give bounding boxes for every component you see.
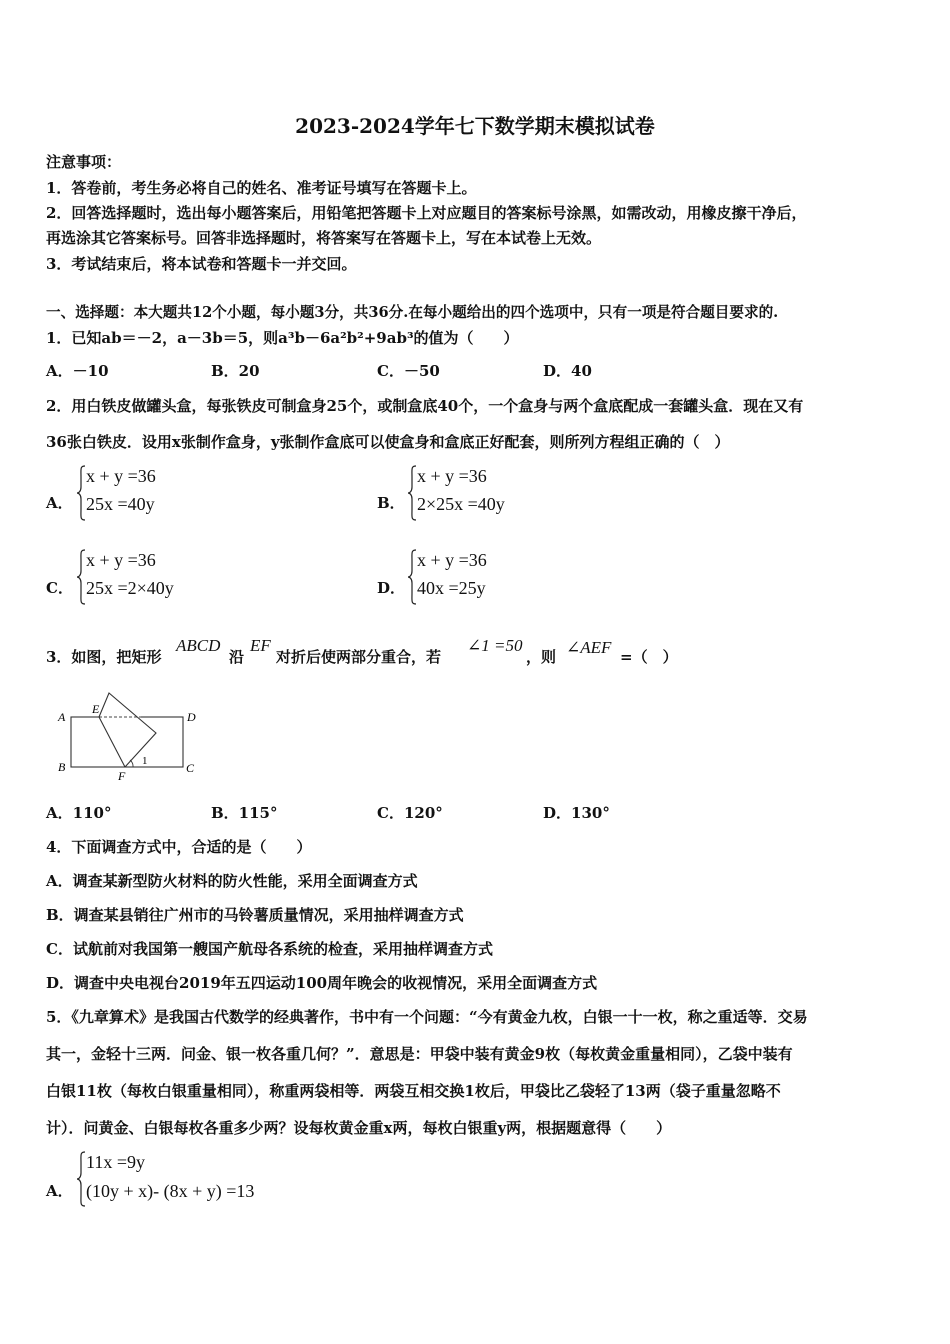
q2-option-a-label: A． xyxy=(46,494,73,512)
notice-item-3: 3．考试结束后，将本试卷和答题卡一并交回。 xyxy=(46,255,357,273)
left-brace-icon xyxy=(76,549,86,605)
q3-angle2: ∠AEF xyxy=(566,638,612,657)
page-title: 2023-2024学年七下数学期末模拟试卷 xyxy=(295,114,655,138)
q3-figure xyxy=(54,690,214,780)
q2-option-c-label: C． xyxy=(46,579,73,597)
left-brace-icon xyxy=(407,549,417,605)
q5-option-a-system xyxy=(76,1151,336,1207)
q2-stem-line1: 2．用白铁皮做罐头盒，每张铁皮可制盒身25个，或制盒底40个，一个盒身与两个盒底配成一套罐头盒．现在又有 xyxy=(46,397,804,415)
notice-item-2b: 再选涂其它答案标号。回答非选择题时，将答案写在答题卡上，写在本试卷上无效。 xyxy=(46,229,602,247)
q1-option-c: C．－50 xyxy=(377,362,440,380)
q2-option-c-system xyxy=(76,549,276,605)
q3-stem-e: =（ ） xyxy=(620,648,678,666)
q5-stem-line2: 其一，金轻十三两．问金、银一枚各重几何？”．意思是：甲袋中装有黄金9枚（每枚黄金重量相同），乙袋中装有 xyxy=(46,1045,793,1063)
fold-line-ef xyxy=(99,717,125,767)
q4-option-c: C．试航前对我国第一艘国产航母各系统的检查，采用抽样调查方式 xyxy=(46,940,493,958)
q2-c-eq1: x + y =36 xyxy=(86,550,156,570)
q3-stem-c: 对折后使两部分重合，若 xyxy=(276,648,442,666)
q3-angle1: ∠1 =50 xyxy=(467,636,523,655)
fig-label-a: A xyxy=(58,710,66,724)
notice-heading: 注意事项： xyxy=(46,153,122,171)
left-brace-icon xyxy=(76,465,86,521)
left-brace-icon xyxy=(407,465,417,521)
notice-item-1: 1．答卷前，考生务必将自己的姓名、准考证号填写在答题卡上。 xyxy=(46,179,477,197)
q1-option-a: A．－10 xyxy=(46,362,109,380)
q3-stem-a: 3．如图，把矩形 xyxy=(46,648,162,666)
q5-a-eq2: (10y + x)- (8x + y) =13 xyxy=(86,1181,255,1201)
notice-item-2a: 2．回答选择题时，选出每小题答案后，用铅笔把答题卡上对应题目的答案标号涂黑，如需改动，用橡皮擦干净后， xyxy=(46,204,807,222)
q2-option-b-system xyxy=(407,465,607,521)
fig-label-e: E xyxy=(92,702,100,716)
fig-label-b: B xyxy=(58,760,66,774)
q3-option-b: B．115° xyxy=(211,804,278,822)
q2-stem-line2: 36张白铁皮．设用x张制作盒身，y张制作盒底可以使盒身和盒底正好配套，则所列方程组正确的（ ） xyxy=(46,433,730,451)
q2-option-d-label: D． xyxy=(377,579,406,597)
q2-b-eq1: x + y =36 xyxy=(417,466,487,486)
rectangle-abcd xyxy=(71,717,183,767)
q5-option-a-label: A． xyxy=(46,1182,73,1200)
q3-option-d: D．130° xyxy=(543,804,610,822)
q4-option-a: A．调查某新型防火材料的防火性能，采用全面调查方式 xyxy=(46,872,418,890)
left-brace-icon xyxy=(76,1151,86,1207)
q5-stem-line1: 5．《九章算术》是我国古代数学的经典著作，书中有一个问题：“今有黄金九枚，白银一十一枚，称之重适等．交易 xyxy=(46,1008,808,1026)
q4-option-b: B．调查某县销往广州市的马铃薯质量情况，采用抽样调查方式 xyxy=(46,906,464,924)
q2-b-eq2: 2×25x =40y xyxy=(417,494,505,514)
q5-a-eq1: 11x =9y xyxy=(86,1152,145,1172)
q1-option-b: B．20 xyxy=(211,362,260,380)
q3-stem-b: 沿 xyxy=(229,648,245,666)
q5-stem-line4: 计）．问黄金、白银每枚各重多少两？设每枚黄金重x两，每枚白银重y两，根据题意得（ ） xyxy=(46,1119,672,1137)
q3-option-c: C．120° xyxy=(377,804,443,822)
q2-d-eq1: x + y =36 xyxy=(417,550,487,570)
fig-label-d: D xyxy=(187,710,196,724)
q4-stem: 4．下面调查方式中，合适的是（ ） xyxy=(46,838,312,856)
q4-option-d: D．调查中央电视台2019年五四运动100周年晚会的收视情况，采用全面调查方式 xyxy=(46,974,598,992)
q5-stem-line3: 白银11枚（每枚白银重量相同），称重两袋相等．两袋互相交换1枚后，甲袋比乙袋轻了13两（袋子重量忽略不 xyxy=(46,1082,781,1100)
q2-option-b-label: B． xyxy=(377,494,405,512)
q3-stem-d: ，则 xyxy=(526,648,557,666)
q3-line-name: EF xyxy=(250,636,271,655)
q1-option-d: D．40 xyxy=(543,362,592,380)
q1-stem: 1．已知ab＝－2，a－3b＝5，则a³b－6a²b²+9ab³的值为（ ） xyxy=(46,329,519,347)
fig-label-1: 1 xyxy=(142,755,148,767)
q2-a-eq2: 25x =40y xyxy=(86,494,155,514)
fig-label-c: C xyxy=(186,761,195,775)
fig-label-f: F xyxy=(118,769,126,780)
q2-d-eq2: 40x =25y xyxy=(417,578,486,598)
q2-a-eq1: x + y =36 xyxy=(86,466,156,486)
q3-option-a: A．110° xyxy=(46,804,112,822)
q3-rect-name: ABCD xyxy=(176,636,221,655)
section-heading: 一、选择题：本大题共12个小题，每小题3分，共36分.在每小题给出的四个选项中，只有一项是符合题目要求的. xyxy=(46,304,779,321)
q2-c-eq2: 25x =2×40y xyxy=(86,578,174,598)
q2-option-d-system xyxy=(407,549,607,605)
q2-option-a-system xyxy=(76,465,276,521)
